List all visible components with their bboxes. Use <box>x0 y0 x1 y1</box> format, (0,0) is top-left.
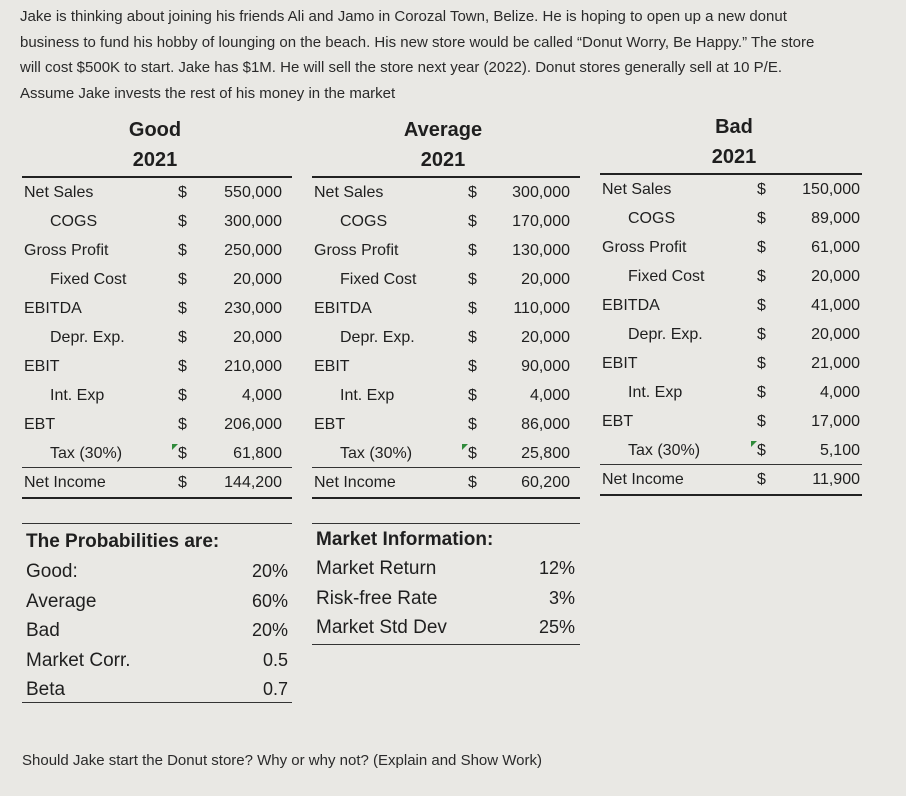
row-value: 206,000 <box>224 416 282 433</box>
table-bottom-rule <box>312 497 580 499</box>
table-row <box>0 378 906 407</box>
currency-symbol: $ <box>178 242 187 259</box>
row-label: Fixed Cost <box>628 268 705 285</box>
info-value: 12% <box>538 558 575 578</box>
row-label: Tax (30%) <box>628 442 701 459</box>
info-value: 0.7 <box>262 679 288 699</box>
info-value: 20% <box>251 561 288 581</box>
currency-symbol: $ <box>178 300 187 317</box>
currency-symbol: $ <box>178 474 187 491</box>
row-value: 25,800 <box>521 445 570 462</box>
currency-symbol: $ <box>757 297 766 314</box>
currency-symbol: $ <box>757 442 766 459</box>
scenario-good-title: Good <box>128 119 182 141</box>
info-label: Market Corr. <box>26 649 131 671</box>
row-label: EBIT <box>24 358 60 375</box>
comment-marker-icon <box>751 441 757 447</box>
currency-symbol: $ <box>757 181 766 198</box>
intro-line: Jake is thinking about joining his friends Ali and Jamo in Corozal Town, Belize. He is hoping to open up a new donut <box>20 8 787 25</box>
info-label: Bad <box>26 620 60 641</box>
row-label: EBT <box>314 416 346 433</box>
table-row <box>0 233 906 262</box>
row-value: 90,000 <box>521 358 570 375</box>
row-value: 41,000 <box>811 297 860 314</box>
row-value: 11,900 <box>812 471 860 488</box>
row-value: 210,000 <box>224 358 282 375</box>
row-label: Int. Exp <box>50 387 105 404</box>
row-value: 110,000 <box>513 300 570 317</box>
currency-symbol: $ <box>178 416 187 433</box>
currency-symbol: $ <box>757 210 766 227</box>
row-label: Net Income <box>314 474 396 491</box>
scenario-bad-year: 2021 <box>711 146 757 168</box>
row-label: EBITDA <box>314 300 372 317</box>
currency-symbol: $ <box>178 387 187 404</box>
info-value: 20% <box>251 620 288 640</box>
row-value: 230,000 <box>224 300 282 317</box>
currency-symbol: $ <box>757 239 766 256</box>
table-row <box>0 204 906 233</box>
currency-symbol: $ <box>468 445 477 462</box>
table-row <box>0 262 906 291</box>
row-value: 17,000 <box>811 413 860 430</box>
market-heading: Market Information: <box>316 529 494 550</box>
currency-symbol: $ <box>468 300 477 317</box>
row-value: 144,200 <box>224 474 282 491</box>
row-label: Fixed Cost <box>50 271 127 288</box>
row-value: 61,800 <box>233 445 282 462</box>
row-value: 20,000 <box>233 329 282 346</box>
currency-symbol: $ <box>178 445 187 462</box>
row-value: 5,100 <box>819 442 860 459</box>
currency-symbol: $ <box>468 329 477 346</box>
row-label: Net Income <box>602 471 684 488</box>
currency-symbol: $ <box>468 184 477 201</box>
row-value: 20,000 <box>521 329 570 346</box>
row-value: 300,000 <box>224 213 282 230</box>
row-label: Gross Profit <box>24 242 109 259</box>
row-label: Tax (30%) <box>50 445 123 462</box>
table-row <box>0 407 906 436</box>
table-row <box>0 175 906 204</box>
problem-statement <box>20 4 890 106</box>
row-value: 150,000 <box>802 181 860 198</box>
row-label: Int. Exp <box>628 384 683 401</box>
row-label: EBITDA <box>602 297 660 314</box>
row-label: Net Sales <box>24 184 94 201</box>
currency-symbol: $ <box>757 471 766 488</box>
row-value: 20,000 <box>811 268 860 285</box>
info-label: Beta <box>26 679 66 700</box>
table-row <box>0 291 906 320</box>
table-bottom-rule <box>22 497 292 499</box>
currency-symbol: $ <box>178 184 187 201</box>
row-value: 170,000 <box>512 213 570 230</box>
question-text: Should Jake start the Donut store? Why or why not? (Explain and Show Work) <box>22 752 542 769</box>
info-label: Market Std Dev <box>316 617 447 638</box>
row-label: Net Sales <box>314 184 384 201</box>
divider <box>312 523 580 524</box>
row-label: Gross Profit <box>314 242 399 259</box>
row-value: 20,000 <box>811 326 860 343</box>
row-label: EBITDA <box>24 300 82 317</box>
currency-symbol: $ <box>178 213 187 230</box>
scenario-average-year: 2021 <box>420 149 466 171</box>
row-value: 550,000 <box>224 184 282 201</box>
row-value: 86,000 <box>521 416 570 433</box>
row-label: Net Income <box>24 474 106 491</box>
info-value: 0.5 <box>262 649 288 670</box>
probabilities-heading: The Probabilities are: <box>26 531 220 552</box>
row-label: Fixed Cost <box>340 271 417 288</box>
row-label: EBT <box>24 416 56 433</box>
row-value: 130,000 <box>512 242 570 259</box>
currency-symbol: $ <box>757 268 766 285</box>
row-label: Int. Exp <box>340 387 395 404</box>
currency-symbol: $ <box>468 271 477 288</box>
info-value: 60% <box>251 590 288 611</box>
info-value: 3% <box>548 587 575 608</box>
divider <box>22 523 292 524</box>
scenario-bad-title: Bad <box>715 116 753 138</box>
scenario-good-year: 2021 <box>132 149 178 171</box>
currency-symbol: $ <box>468 213 477 230</box>
divider <box>312 644 580 645</box>
row-label: Depr. Exp. <box>340 329 415 346</box>
row-label: Depr. Exp. <box>50 329 125 346</box>
row-value: 20,000 <box>233 271 282 288</box>
table-row <box>0 465 906 494</box>
currency-symbol: $ <box>468 358 477 375</box>
currency-symbol: $ <box>178 358 187 375</box>
row-value: 4,000 <box>529 387 570 404</box>
currency-symbol: $ <box>468 387 477 404</box>
row-label: Net Sales <box>602 181 672 198</box>
info-label: Good: <box>26 561 78 582</box>
info-label: Market Return <box>316 558 437 579</box>
row-value: 4,000 <box>819 384 860 401</box>
row-label: EBIT <box>314 358 350 375</box>
divider <box>22 702 292 703</box>
intro-line: Assume Jake invests the rest of his money in the market <box>20 84 396 102</box>
row-value: 61,000 <box>811 239 860 256</box>
currency-symbol: $ <box>757 326 766 343</box>
row-label: Gross Profit <box>602 239 687 256</box>
currency-symbol: $ <box>757 384 766 401</box>
row-value: 300,000 <box>512 184 570 201</box>
currency-symbol: $ <box>757 355 766 372</box>
table-row <box>0 349 906 378</box>
intro-line: business to fund his hobby of lounging on the beach. His new store would be called “Donut Worry, Be Happy.” The store <box>20 33 815 51</box>
info-label: Average <box>26 590 97 612</box>
info-label: Risk-free Rate <box>316 587 438 609</box>
table-row <box>0 436 906 465</box>
table-bottom-rule <box>600 494 862 496</box>
scenario-average-title: Average <box>403 119 483 141</box>
currency-symbol: $ <box>178 271 187 288</box>
intro-line: will cost $500K to start. Jake has $1M. He will sell the store next year (2022). Donut stores generally sell at 10 P/E. <box>20 59 783 76</box>
currency-symbol: $ <box>468 474 477 491</box>
row-value: 60,200 <box>521 474 570 491</box>
row-label: Tax (30%) <box>340 445 413 462</box>
info-value: 25% <box>538 617 575 637</box>
row-label: Depr. Exp. <box>628 326 703 343</box>
row-label: EBIT <box>602 355 638 372</box>
currency-symbol: $ <box>178 329 187 346</box>
row-label: COGS <box>50 213 98 230</box>
currency-symbol: $ <box>468 416 477 433</box>
currency-symbol: $ <box>468 242 477 259</box>
row-label: COGS <box>628 210 676 227</box>
row-value: 21,000 <box>811 355 860 372</box>
row-label: EBT <box>602 413 634 430</box>
row-label: COGS <box>340 213 388 230</box>
row-value: 250,000 <box>224 242 282 259</box>
row-value: 4,000 <box>241 387 282 404</box>
currency-symbol: $ <box>757 413 766 430</box>
row-value: 89,000 <box>811 210 860 227</box>
table-row <box>0 320 906 349</box>
row-value: 20,000 <box>521 271 570 288</box>
